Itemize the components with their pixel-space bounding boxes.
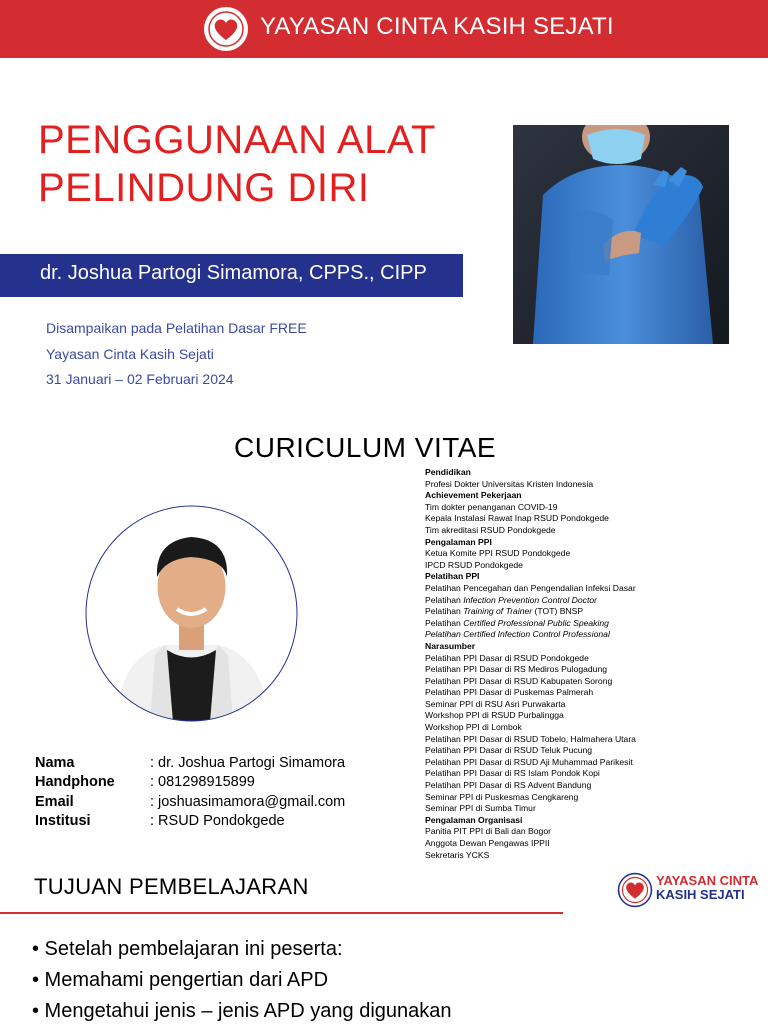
cv-heading-achievement: Achievement Pekerjaan [425, 490, 522, 501]
org-name: YAYASAN CINTA KASIH SEJATI [260, 13, 614, 40]
header-banner [0, 0, 768, 58]
info-row-email [35, 793, 345, 812]
cv-item [425, 595, 636, 607]
cv-item: Seminar PPI di Sumba Timur [425, 803, 536, 814]
cv-item: Pelatihan PPI Dasar di RS Mediros Pulogadung [425, 664, 608, 675]
ppe-photo [513, 125, 729, 344]
cv-heading-organisasi: Pengalaman Organisasi [425, 814, 523, 825]
institution-label: Institusi [35, 812, 91, 829]
title-line-1: PENGGUNAAN ALAT [38, 118, 436, 162]
cv-heading-pelatihan: Pelatihan PPI [425, 571, 480, 582]
cv-item-prefix: Pelatihan [425, 617, 464, 628]
cv-item-italic: Certified Professional Public Speaking [463, 617, 609, 628]
cv-title: CURICULUM VITAE [234, 432, 497, 463]
cv-list [425, 467, 636, 861]
objectives-title: TUJUAN PEMBELAJARAN [34, 874, 309, 899]
footer-line-2: KASIH SEJATI [656, 887, 745, 902]
cv-item: Pelatihan PPI Dasar di Puskemas Palmerah [425, 687, 594, 698]
cv-item: Profesi Dokter Universitas Kristen Indonesia [425, 478, 594, 489]
speaker-name: dr. Joshua Partogi Simamora, CPPS., CIPP [40, 262, 427, 284]
heart-logo-icon [617, 872, 653, 908]
objectives-divider [0, 912, 563, 914]
event-info [46, 316, 307, 393]
info-row-phone [35, 773, 345, 792]
cv-item: Panitia PIT PPI di Bali dan Bogor [425, 826, 551, 837]
heart-logo-icon [203, 6, 249, 52]
cv-item-italic: Infection Prevention Control Doctor [463, 594, 597, 605]
speaker-portrait [85, 505, 298, 722]
cv-item: Pelatihan PPI Dasar di RS Islam Pondok Kopi [425, 768, 600, 779]
cv-item: Tim akreditasi RSUD Pondokgede [425, 524, 556, 535]
cv-heading-narasumber: Narasumber [425, 640, 476, 651]
title-line-2: PELINDUNG DIRI [38, 166, 370, 210]
cv-item: Workshop PPI di Lombok [425, 722, 522, 733]
cv-item: Sekretaris YCKS [425, 849, 490, 860]
cv-item: Pelatihan PPI Dasar di RSUD Tobelo, Halmahera Utara [425, 733, 636, 744]
cv-heading-pendidikan: Pendidikan [425, 467, 471, 477]
email-value: : joshuasimamora@gmail.com [150, 793, 346, 810]
cv-item: Pelatihan Pencegahan dan Pengendalian Infeksi Dasar [425, 582, 636, 593]
cv-item: Pelatihan PPI Dasar di RSUD Teluk Pucung [425, 745, 593, 756]
objective-item: • Setelah pembelajaran ini peserta: [32, 938, 343, 960]
cv-item-prefix: Pelatihan [425, 606, 464, 617]
cv-item-prefix: Pelatihan [425, 594, 464, 605]
info-row-name [35, 754, 345, 773]
cv-item: Pelatihan PPI Dasar di RSUD Kabupaten Sorong [425, 675, 613, 686]
cv-item: Pelatihan Certified Infection Control Professional [425, 629, 610, 640]
cv-item: Anggota Dewan Pengawas IPPII [425, 838, 550, 848]
name-label: Nama [35, 755, 75, 771]
cv-item: Seminar PPI di Puskesmas Cengkareng [425, 791, 579, 802]
objective-item: • Memahami pengertian dari APD [32, 969, 329, 991]
cv-heading-ppi: Pengalaman PPI [425, 536, 492, 547]
email-label: Email [35, 793, 74, 810]
cv-item [425, 606, 636, 618]
name-value: : dr. Joshua Partogi Simamora [150, 755, 346, 771]
cv-item: Kepala Instalasi Rawat Inap RSUD Pondokgede [425, 513, 609, 524]
cv-item: Pelatihan PPI Dasar di RSUD Aji Muhammad Parikesit [425, 756, 633, 767]
footer-org-name [656, 874, 758, 902]
footer-line-1: YAYASAN CINTA [656, 873, 759, 888]
event-line-3: 31 Januari – 02 Februari 2024 [46, 371, 234, 387]
event-line-2: Yayasan Cinta Kasih Sejati [46, 345, 214, 362]
speaker-bar [0, 254, 463, 297]
cv-item: Ketua Komite PPI RSUD Pondokgede [425, 548, 571, 559]
cv-item-suffix: (TOT) BNSP [532, 606, 584, 617]
cv-item [425, 618, 636, 630]
cv-item: IPCD RSUD Pondokgede [425, 559, 523, 570]
event-line-1: Disampaikan pada Pelatihan Dasar FREE [46, 320, 307, 336]
personal-info [35, 754, 345, 831]
cv-item: Workshop PPI di RSUD Purbalingga [425, 710, 564, 721]
info-row-institution [35, 812, 345, 831]
objectives-list [32, 934, 452, 1027]
institution-value: : RSUD Pondokgede [150, 812, 285, 829]
cv-item: Pelatihan PPI Dasar di RS Advent Bandung [425, 780, 592, 791]
objective-item: • Mengetahui jenis – jenis APD yang digunakan [32, 1000, 452, 1022]
cv-item: Pelatihan PPI Dasar di RSUD Pondokgede [425, 652, 589, 663]
cv-item: Seminar PPI di RSU Asri Purwakarta [425, 698, 566, 709]
cv-item-italic: Training of Trainer [463, 606, 533, 617]
presentation-title [38, 116, 436, 212]
phone-label: Handphone [35, 774, 115, 791]
phone-value: : 081298915899 [150, 774, 255, 791]
cv-item: Tim dokter penanganan COVID-19 [425, 501, 558, 512]
